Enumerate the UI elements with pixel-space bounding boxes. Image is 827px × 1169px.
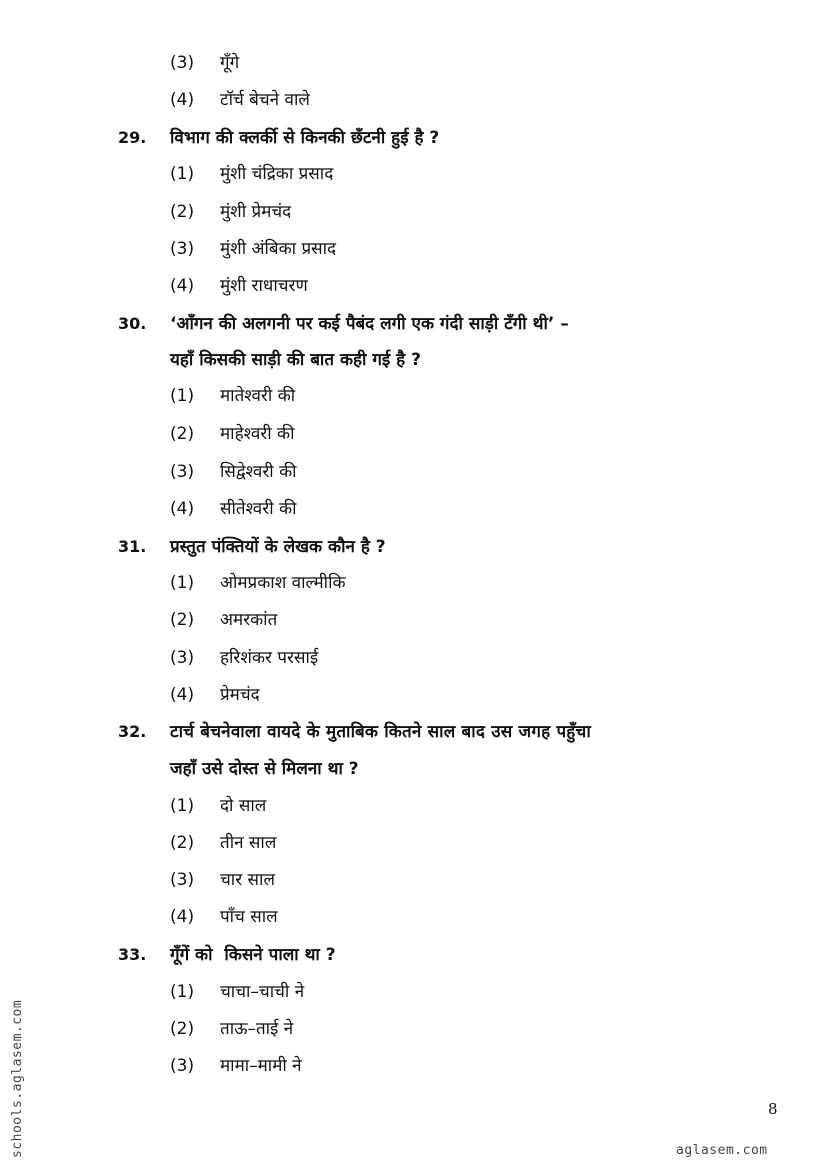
option-text: सिद्वेश्वरी की: [220, 462, 297, 482]
option-text: तीन साल: [220, 833, 277, 853]
question-number: 29.: [118, 128, 147, 147]
option-text: मातेश्वरी की: [220, 386, 296, 406]
option-text: माहेश्वरी की: [220, 424, 295, 444]
option-text: मुंशी प्रेमचंद: [220, 202, 292, 222]
option-text: गूँगे: [220, 53, 240, 73]
option-number: (3): [170, 239, 195, 259]
option-number: (2): [170, 610, 195, 630]
option-number: (2): [170, 202, 195, 222]
option-number: (4): [170, 90, 195, 110]
option-number: (4): [170, 499, 195, 519]
question-number: 30.: [118, 314, 147, 333]
footer-watermark: aglasem.com: [676, 1143, 768, 1158]
option-number: (4): [170, 685, 195, 705]
question-text: प्रस्तुत पंक्तियों के लेखक कौन है ?: [170, 537, 386, 557]
option-text: मुंशी राधाचरण: [220, 276, 308, 296]
page-number: 8: [768, 1100, 778, 1118]
option-text: अमरकांत: [220, 610, 278, 630]
option-text: ओमप्रकाश वाल्मीकि: [220, 573, 346, 593]
option-text: प्रेमचंद: [220, 685, 260, 705]
option-text: पाँच साल: [220, 907, 278, 927]
option-number: (1): [170, 796, 195, 816]
option-text: दो साल: [220, 796, 267, 816]
option-text: ताऊ–ताई ने: [220, 1019, 294, 1039]
option-number: (3): [170, 53, 195, 73]
question-number: 33.: [118, 945, 147, 964]
question-text: टार्च बेचनेवाला वायदे के मुताबिक कितने साल बाद उस जगह पहुँचा: [170, 722, 591, 742]
option-number: (2): [170, 1019, 195, 1039]
question-text: ‘आँगन की अलगनी पर कई पैबंद लगी एक गंदी साड़ी टँगी थी’ –: [170, 314, 569, 334]
option-text: हरिशंकर परसाई: [220, 648, 319, 668]
question-text: जहाँ उसे दोस्त से मिलना था ?: [170, 759, 359, 779]
option-text: मुंशी अंबिका प्रसाद: [220, 239, 337, 259]
question-number: 32.: [118, 722, 147, 741]
option-text: चार साल: [220, 870, 275, 890]
option-number: (3): [170, 462, 195, 482]
question-text: गूँगें को किसने पाला था ?: [170, 945, 336, 965]
option-number: (1): [170, 573, 195, 593]
question-number: 31.: [118, 537, 147, 556]
option-number: (1): [170, 386, 195, 406]
option-text: मामा–मामी ने: [220, 1056, 302, 1076]
question-text: यहाँ किसकी साड़ी की बात कही गई है ?: [170, 350, 421, 370]
option-text: चाचा–चाची ने: [220, 982, 305, 1002]
option-number: (2): [170, 833, 195, 853]
option-number: (1): [170, 982, 195, 1002]
side-watermark: schools.aglasem.com: [10, 999, 25, 1158]
question-text: विभाग की क्लर्की से किनकी छँटनी हुई है ?: [170, 128, 440, 148]
option-number: (3): [170, 648, 195, 668]
option-text: टॉर्च बेचने वाले: [220, 90, 310, 110]
option-number: (2): [170, 424, 195, 444]
option-number: (3): [170, 870, 195, 890]
option-number: (1): [170, 164, 195, 184]
option-text: सीतेश्वरी की: [220, 499, 297, 519]
option-text: मुंशी चंद्रिका प्रसाद: [220, 164, 334, 184]
option-number: (4): [170, 907, 195, 927]
option-number: (3): [170, 1056, 195, 1076]
option-number: (4): [170, 276, 195, 296]
